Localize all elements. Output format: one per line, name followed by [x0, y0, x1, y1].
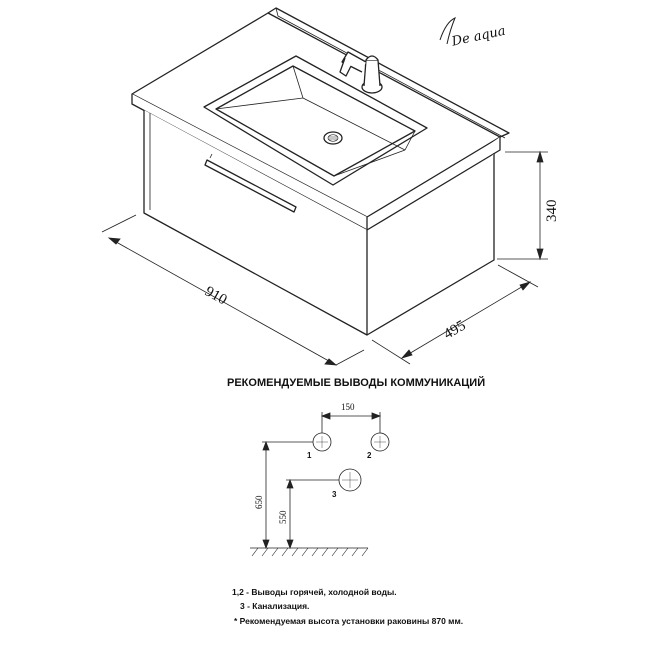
- drain-height-label: 550: [278, 510, 288, 524]
- spacing-label: 150: [341, 402, 355, 412]
- supply-height-label: 650: [254, 495, 264, 509]
- plumbing-title: РЕКОМЕНДУЕМЫЕ ВЫВОДЫ КОММУНИКАЦИЙ: [227, 377, 486, 389]
- plumbing-diagram: [250, 412, 389, 556]
- width-label: 910: [202, 283, 230, 309]
- outlet-label-3: 3: [332, 490, 337, 499]
- logo-text: De aqua: [450, 23, 507, 50]
- basin-drain: [324, 132, 342, 144]
- depth-label: 495: [441, 317, 469, 343]
- note-install-height: * Рекомендуемая высота установки раковины 870 мм.: [234, 616, 464, 626]
- outlet-label-2: 2: [367, 451, 372, 460]
- note-drain: 3 - Канализация.: [240, 601, 310, 611]
- note-water-outlets: 1,2 - Выводы горячей, холодной воды.: [232, 587, 397, 597]
- outlet-label-1: 1: [307, 451, 312, 460]
- height-label: 340: [544, 199, 560, 222]
- brand-logo: [440, 18, 507, 50]
- cabinet-drawing: [132, 8, 509, 335]
